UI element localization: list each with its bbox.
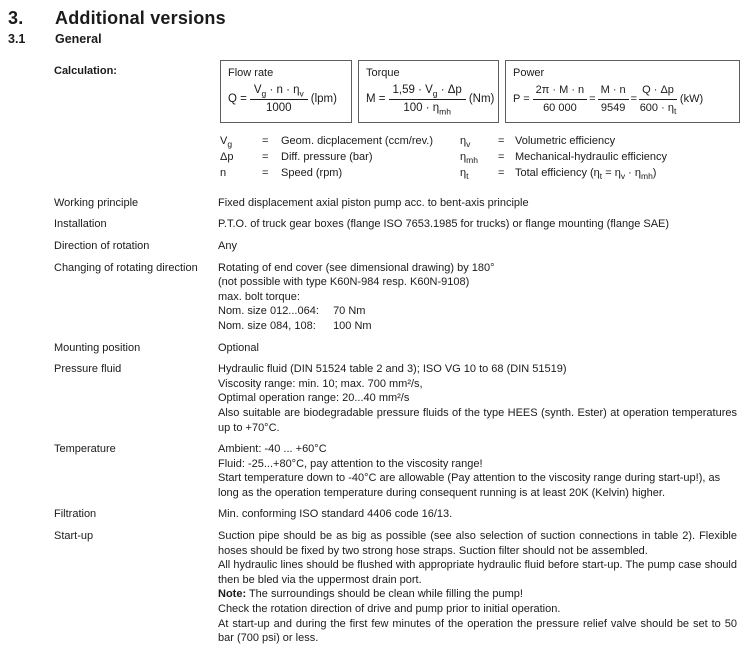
- spec-label: Installation: [54, 218, 107, 231]
- spec-value: Fixed displacement axial piston pump acc. to bent-axis principle: [218, 196, 529, 209]
- subsection-heading: [8, 31, 739, 47]
- flow-rate-unit: (lpm): [310, 92, 337, 105]
- spec-row-mounting-position: [8, 341, 739, 356]
- torque-value: 70 Nm: [333, 305, 366, 318]
- nominal-size: Nom. size 012...064:: [218, 305, 319, 318]
- spec-row-direction-of-rotation: [8, 239, 739, 254]
- calculation-section: [8, 60, 739, 181]
- torque-fraction: [389, 83, 466, 116]
- flow-rate-lhs: Q =: [228, 92, 247, 105]
- note-text: The surroundings should be clean while filling the pump!: [246, 588, 523, 601]
- spec-row-temperature: [8, 442, 739, 500]
- startup-paragraph: Suction pipe should be as big as possible (see also selection of suction connections in table 2). Flexible hoses should be fixed by two strong hose straps. Suction filter should not be assembled.: [218, 530, 737, 557]
- spec-row-pressure-fluid: [8, 362, 739, 435]
- subsection-number: 3.1: [8, 32, 26, 46]
- calculation-label: Calculation:: [54, 65, 117, 77]
- symbol: $V_g$: [220, 134, 233, 149]
- torque-denominator: $100 \cdot \eta_{mh}$: [403, 102, 451, 117]
- definition-row: [460, 165, 740, 181]
- symbol-description: Volumetric efficiency: [515, 134, 616, 147]
- changing-direction-line: Rotating of end cover (see dimensional drawing) by 180°: [218, 261, 495, 274]
- power-fraction-2: $\frac{M \cdot n}{9549}$: [598, 83, 629, 116]
- pressure-fluid-line: Viscosity range: min. 10; max. 700 mm²/s,: [218, 377, 423, 390]
- spec-value: Optional: [218, 341, 259, 354]
- flow-rate-title: Flow rate: [228, 67, 274, 79]
- changing-direction-line: (not possible with type K60N-984 resp. K60N-9108): [218, 276, 470, 289]
- symbol: $\eta_{mh}$: [460, 150, 478, 165]
- temperature-line: Ambient: -40 ... +60°C: [218, 443, 327, 456]
- startup-paragraph: All hydraulic lines should be flushed with appropriate hydraulic fluid before start-up. The pump case should then be bled via the uppermost drain port.: [218, 559, 737, 586]
- spec-value: [218, 529, 737, 646]
- spec-row-changing-direction: [8, 261, 739, 334]
- equals-sign: =: [262, 166, 269, 179]
- spec-value: Min. conforming ISO standard 4406 code 16/13.: [218, 508, 453, 521]
- symbol: $\eta_v$: [460, 134, 471, 149]
- flow-rate-formula-box: [220, 60, 352, 123]
- bolt-torque-row: [218, 319, 737, 334]
- power-fraction-3: $\frac{Q \cdot \Delta p}{600 \cdot \eta_t}$: [639, 83, 677, 117]
- equals-sign: =: [589, 92, 596, 105]
- symbol-definitions: [220, 133, 740, 181]
- definition-row: [220, 165, 460, 181]
- symbol-description: Speed (rpm): [281, 166, 343, 179]
- torque-lhs: M =: [366, 92, 386, 105]
- spec-value: [218, 362, 737, 435]
- section-heading: [8, 8, 739, 29]
- spec-row-filtration: [8, 507, 739, 522]
- equals-sign: =: [262, 150, 269, 163]
- spec-value: [218, 442, 737, 500]
- spec-value: P.T.O. of truck gear boxes (flange ISO 7653.1985 for trucks) or flange mounting (flange SAE): [218, 218, 670, 231]
- definition-row: [220, 133, 460, 149]
- spec-row-installation: [8, 217, 739, 232]
- changing-direction-line: max. bolt torque:: [218, 290, 300, 303]
- definitions-right-column: [460, 133, 740, 181]
- equals-sign: =: [262, 134, 269, 147]
- pressure-fluid-paragraph: Also suitable are biodegradable pressure fluids of the type HEES (synth. Ester) at operation temperatures up to +70°C.: [218, 406, 737, 434]
- torque-title: Torque: [366, 67, 400, 79]
- spec-row-working-principle: [8, 196, 739, 211]
- spec-row-startup: [8, 529, 739, 646]
- power-title: Power: [513, 67, 545, 79]
- power-formula: [513, 83, 732, 116]
- temperature-paragraph: Start temperature down to -40°C are allowable (Pay attention to the viscosity range during start-up!), as long as the operation temperature during consequent running is at least 20K (Kelvin) higher.: [218, 472, 721, 499]
- spec-value: Any: [218, 239, 237, 252]
- symbol: n: [220, 166, 227, 179]
- spec-label: Changing of rotating direction: [54, 261, 198, 274]
- equals-sign: =: [498, 166, 505, 179]
- subsection-title: General: [55, 32, 102, 46]
- startup-paragraph: At start-up and during the first few minutes of the operation the pressure relief valve should be set to 50 bar (700 psi) or less.: [218, 617, 737, 645]
- power-fraction-1: $\frac{2\pi \cdot M \cdot n}{60 000}$: [533, 83, 588, 116]
- spec-label: Start-up: [54, 530, 94, 543]
- symbol-description: Total efficiency $(\eta_t = \eta_v \cdot \eta_{mh})$: [515, 166, 657, 181]
- equals-sign: =: [498, 134, 505, 147]
- definition-row: [460, 133, 740, 149]
- startup-note: [218, 587, 737, 602]
- formula-boxes: [220, 60, 740, 123]
- flow-rate-denominator: 1000: [266, 102, 292, 115]
- power-fraction-3-denominator: $600 \cdot \eta_t$: [639, 102, 677, 117]
- temperature-line: Fluid: -25...+80°C, pay attention to the viscosity range!: [218, 457, 483, 470]
- note-label: Note:: [218, 588, 247, 601]
- symbol: Δp: [220, 150, 234, 163]
- pressure-fluid-line: Optimal operation range: 20...40 mm²/s: [218, 392, 410, 405]
- spec-value: [218, 261, 737, 334]
- torque-unit: (Nm): [468, 92, 495, 105]
- torque-formula-box: [358, 60, 499, 123]
- nominal-size: Nom. size 084, 108:: [218, 319, 316, 332]
- spec-label: Temperature: [54, 443, 116, 456]
- specifications: [8, 196, 739, 646]
- startup-line: Check the rotation direction of drive and pump prior to initial operation.: [218, 603, 561, 616]
- symbol-description: Mechanical-hydraulic efficiency: [515, 150, 668, 163]
- flow-rate-numerator: $V_g \cdot n \cdot \eta_v$: [250, 83, 308, 100]
- spec-label: Mounting position: [54, 341, 141, 354]
- calculation-content: [220, 60, 740, 181]
- definition-row: [220, 149, 460, 165]
- section-number: 3.: [8, 8, 24, 28]
- section-title: Additional versions: [55, 8, 226, 28]
- pressure-fluid-line: Hydraulic fluid (DIN 51524 table 2 and 3); ISO VG 10 to 68 (DIN 51519): [218, 363, 567, 376]
- torque-value: 100 Nm: [333, 319, 372, 332]
- power-unit: (kW): [679, 92, 704, 105]
- power-formula-box: [505, 60, 740, 123]
- flow-rate-fraction: [250, 83, 308, 116]
- equals-sign: =: [498, 150, 505, 163]
- equals-sign: =: [630, 92, 638, 105]
- spec-label: Filtration: [54, 508, 97, 521]
- flow-rate-formula: [228, 83, 344, 116]
- symbol-description: Diff. pressure (bar): [281, 150, 373, 163]
- definition-row: [460, 149, 740, 165]
- power-lhs: P =: [513, 92, 530, 105]
- bolt-torque-row: [218, 304, 737, 319]
- spec-label: Working principle: [54, 196, 139, 209]
- torque-numerator: $1,59 \cdot V_g \cdot \Delta p$: [389, 83, 466, 100]
- definitions-left-column: [220, 133, 460, 181]
- spec-label: Direction of rotation: [54, 239, 150, 252]
- symbol-description: Geom. dicplacement (ccm/rev.): [281, 134, 434, 147]
- symbol: $\eta_t$: [460, 166, 469, 181]
- torque-formula: [366, 83, 495, 117]
- spec-label: Pressure fluid: [54, 363, 122, 376]
